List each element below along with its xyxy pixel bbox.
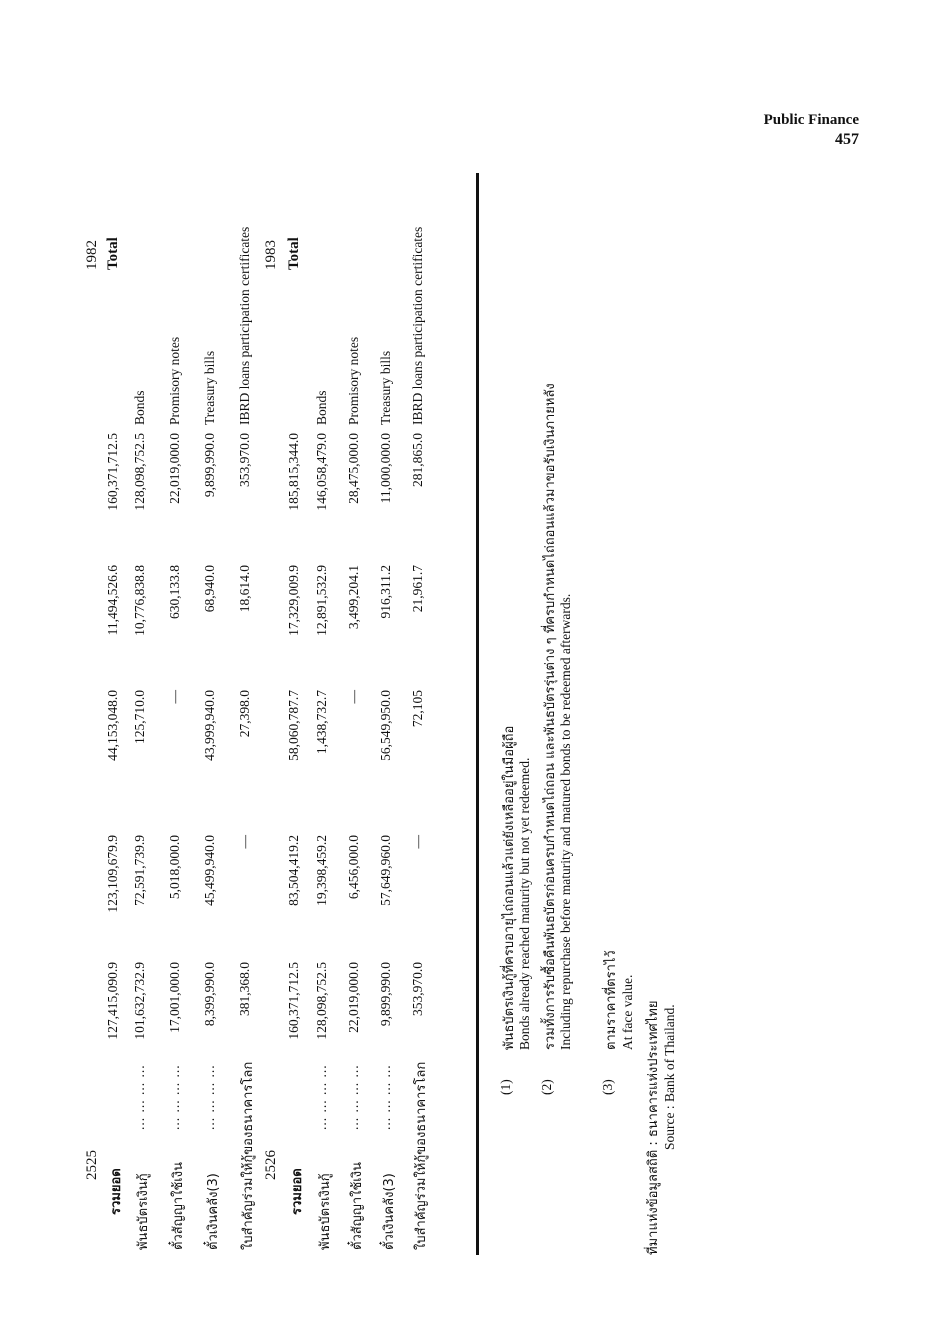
row-label-th: ตั๋วเงินคลัง(3) — [382, 1173, 397, 1250]
row-label-en: Total — [105, 237, 121, 270]
footnote-2-mark: (2) — [539, 1079, 554, 1095]
row-label-th: ใบสำคัญร่วมให้กู้ของธนาคารโลก — [414, 1061, 429, 1250]
cell: 353,970.0 — [237, 433, 252, 487]
cell: 281,865.0 — [410, 433, 425, 487]
row-label-en: Promisory notes — [346, 336, 361, 425]
cell: 5,018,000.0 — [167, 835, 182, 900]
table-row-ibrd — [410, 175, 428, 1255]
cell: — — [410, 835, 425, 849]
rotated-footnotes-lower — [600, 175, 720, 1255]
footnote-3-en: At face value. — [620, 974, 635, 1050]
table-row-total — [105, 175, 123, 1255]
table-row-promisory-notes — [346, 175, 364, 1255]
row-label-th: พันธบัตรเงินกู้ — [136, 1173, 151, 1250]
cell: 27,398.0 — [237, 690, 252, 738]
cell: 127,415,090.9 — [105, 962, 120, 1040]
table-row-bonds — [314, 175, 332, 1255]
footnote-3-th: ตามราคาที่ตราไว้ — [604, 950, 619, 1050]
cell: 58,060,787.7 — [286, 690, 301, 761]
page-header — [764, 110, 859, 150]
rotated-table-block — [80, 175, 580, 1255]
footnote-1-en: Bonds already reached maturity but not yet redeemed. — [517, 757, 532, 1050]
cell: 123,109,679.9 — [105, 835, 120, 913]
leader-dots: ... ... ... ... — [132, 1064, 147, 1130]
cell: 8,399,990.0 — [202, 962, 217, 1027]
cell: 9,899,990.0 — [202, 433, 217, 498]
leader-dots: ... ... ... ... — [202, 1064, 217, 1130]
cell: 10,776,838.8 — [132, 565, 147, 636]
leader-dots: ... ... ... ... — [314, 1064, 329, 1130]
source-en: Source : Bank of Thailand. — [662, 1004, 677, 1150]
year-en-1983: 1983 — [263, 240, 279, 270]
cell: 12,891,532.9 — [314, 565, 329, 636]
cell: 22,019,000.0 — [167, 433, 182, 504]
cell: 11,494,526.6 — [105, 565, 120, 636]
cell: — — [346, 690, 361, 704]
cell: 3,499,204.1 — [346, 565, 361, 630]
source-th: ที่มาแห่งข้อมูลสถิติ : ธนาคารแห่งประเทศไทย — [646, 1000, 661, 1255]
leader-dots: ... ... ... ... — [346, 1064, 361, 1130]
row-label-en: Total — [286, 237, 302, 270]
table-row-total — [286, 175, 304, 1255]
row-label-en: Bonds — [132, 390, 147, 425]
row-label-th: รวมยอด — [109, 1168, 124, 1215]
row-label-en: Treasury bills — [202, 350, 217, 425]
cell: 381,368.0 — [237, 962, 252, 1016]
cell: 43,999,940.0 — [202, 690, 217, 761]
table-row-treasury-bills — [202, 175, 220, 1255]
cell: 630,133.8 — [167, 565, 182, 619]
cell: 19,398,459.2 — [314, 835, 329, 906]
running-title: Public Finance — [763, 112, 859, 128]
leader-dots: ... ... ... ... — [167, 1064, 182, 1130]
table-row-promisory-notes — [167, 175, 185, 1255]
row-label-en: IBRD loans participation certificates — [237, 226, 252, 425]
cell: 21,961.7 — [410, 565, 425, 613]
cell: 17,329,009.9 — [286, 565, 301, 636]
year-en-1982: 1982 — [84, 240, 100, 270]
year-th-2525: 2525 — [84, 1150, 100, 1180]
cell: 22,019,000.0 — [346, 962, 361, 1033]
cell: 128,098,752.5 — [314, 962, 329, 1040]
year-th-2526: 2526 — [263, 1150, 279, 1180]
table-row-bonds — [132, 175, 150, 1255]
cell: 18,614.0 — [237, 565, 252, 613]
cell: 185,815,344.0 — [286, 433, 301, 511]
row-label-en: Promisory notes — [167, 336, 182, 425]
table-bottom-rule — [476, 173, 479, 1255]
cell: 83,504,419.2 — [286, 835, 301, 906]
row-label-th: ตั๋วสัญญาใช้เงิน — [350, 1162, 365, 1250]
cell: 45,499,940.0 — [202, 835, 217, 906]
cell: 128,098,752.5 — [132, 433, 147, 511]
table-row-treasury-bills — [378, 175, 396, 1255]
cell: 6,456,000.0 — [346, 835, 361, 900]
footnote-3-mark: (3) — [600, 1079, 615, 1095]
cell: 160,371,712.5 — [105, 433, 120, 511]
table-row-ibrd — [237, 175, 255, 1255]
cell: 146,058,479.0 — [314, 433, 329, 511]
cell: 44,153,048.0 — [105, 690, 120, 761]
row-label-en: Bonds — [314, 390, 329, 425]
footnote-2-th: รวมทั้งการรับซื้อคืนพันธบัตรก่อนครบกำหนดไถ่ถอน และพันธบัตรรุ่นต่าง ๆ ที่ครบกำหนดไถ่ถอนแล้วมาขอรับเงินภายหลัง — [543, 383, 558, 1050]
cell: — — [167, 690, 182, 704]
cell: — — [237, 835, 252, 849]
cell: 72,105 — [410, 690, 425, 728]
footnote-1-th: พันธบัตรเงินกู้ที่ครบอายุไถ่ถอนแล้วแต่ยังเหลืออยู่ในมือผู้ถือ — [502, 725, 517, 1050]
row-label-th: พันธบัตรเงินกู้ — [318, 1173, 333, 1250]
cell: 916,311.2 — [378, 565, 393, 619]
cell: 68,940.0 — [202, 565, 217, 613]
row-label-th: ตั๋วเงินคลัง(3) — [206, 1173, 221, 1250]
cell: 57,649,960.0 — [378, 835, 393, 906]
cell: 353,970.0 — [410, 962, 425, 1016]
cell: 17,001,000.0 — [167, 962, 182, 1033]
cell: 56,549,950.0 — [378, 690, 393, 761]
row-label-en: Treasury bills — [378, 350, 393, 425]
cell: 28,475,000.0 — [346, 433, 361, 504]
row-label-en: IBRD loans participation certificates — [410, 226, 425, 425]
row-label-th: ใบสำคัญร่วมให้กู้ของธนาคารโลก — [241, 1061, 256, 1250]
cell: 11,000,000.0 — [378, 433, 393, 504]
cell: 160,371,712.5 — [286, 962, 301, 1040]
page-number: 457 — [835, 131, 859, 148]
footnote-1-mark: (1) — [498, 1079, 513, 1095]
cell: 9,899,990.0 — [378, 962, 393, 1027]
footnote-2-en: Including repurchase before maturity and matured bonds to be redeemed afterwards. — [558, 593, 573, 1050]
cell: 125,710.0 — [132, 690, 147, 744]
row-label-th: รวมยอด — [290, 1168, 305, 1215]
cell: 101,632,732.9 — [132, 962, 147, 1040]
cell: 72,591,739.9 — [132, 835, 147, 906]
cell: 1,438,732.7 — [314, 690, 329, 755]
row-label-th: ตั๋วสัญญาใช้เงิน — [171, 1162, 186, 1250]
leader-dots: ... ... ... ... — [378, 1064, 393, 1130]
